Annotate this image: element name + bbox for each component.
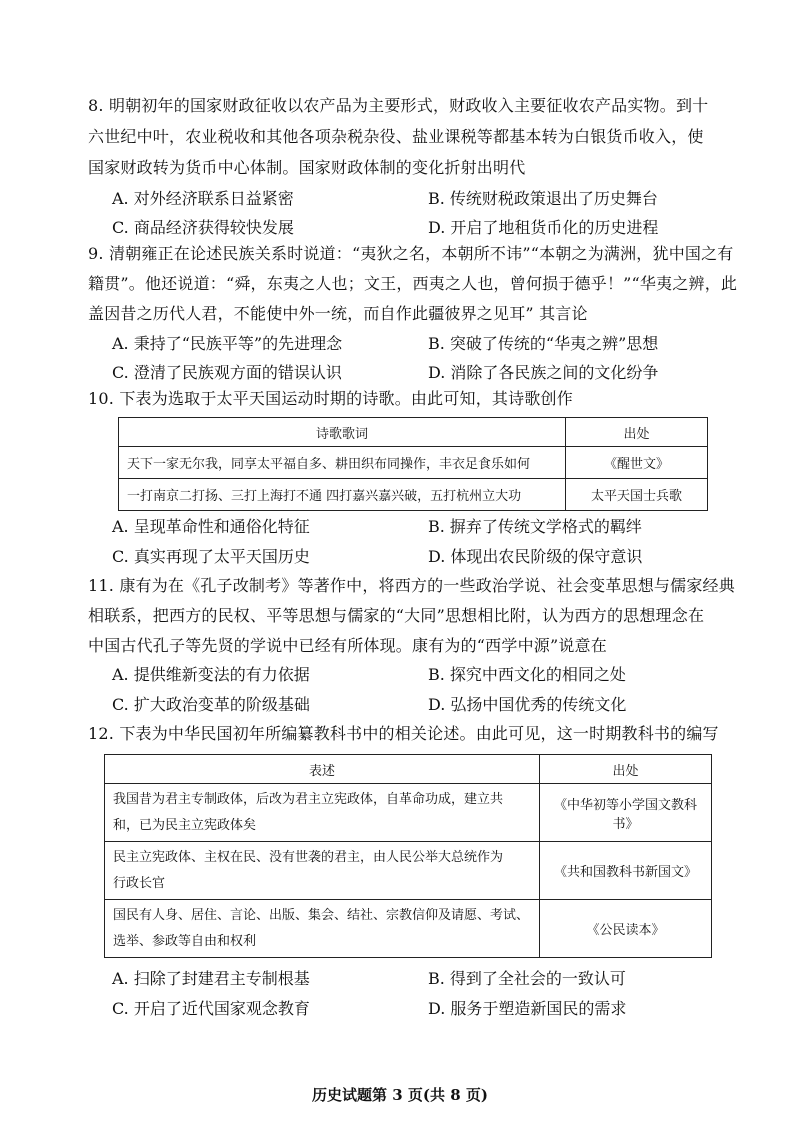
q11-line-2: 相联系，把西方的民权、平等思想与儒家的“大同”思想相比附，认为西方的思想理念在	[88, 606, 705, 625]
q10-row-1-source: 《醒世文》	[566, 447, 708, 479]
q8-line-3: 国家财政转为货币中心体制。国家财政体制的变化折射出明代	[88, 158, 526, 177]
q12-row-1-source: 《中华初等小学国文教科书》	[540, 784, 712, 842]
q10-col-source: 出处	[566, 418, 708, 447]
table-row	[119, 479, 708, 511]
q12-col-source: 出处	[540, 755, 712, 784]
q12-option-d[interactable]: D. 服务于塑造新国民的需求	[428, 999, 627, 1018]
q12-row-2-statement	[105, 842, 540, 900]
q9-option-c[interactable]: C. 澄清了民族观方面的错误认识	[112, 363, 342, 382]
q12-option-a[interactable]: A. 扫除了封建君主专制根基	[112, 969, 310, 988]
q11-option-b[interactable]: B. 探究中西文化的相同之处	[428, 665, 626, 684]
q12-row-2-text-2: 行政长官	[113, 875, 166, 891]
q12-table	[104, 754, 712, 958]
page-footer: 历史试题第 3 页(共 8 页)	[312, 1086, 488, 1104]
q9-line-1: 9. 清朝雍正在论述民族关系时说道：“夷狄之名，本朝所不讳”“本朝之为满洲，犹中国之有	[88, 244, 734, 263]
q12-row-2-source: 《共和国教科书新国文》	[540, 842, 712, 900]
q8-option-c[interactable]: C. 商品经济获得较快发展	[112, 218, 294, 237]
q10-row-2-source: 太平天国士兵歌	[566, 479, 708, 511]
q12-stem: 12. 下表为中华民国初年所编纂教科书中的相关论述。由此可见，这一时期教科书的编写	[88, 724, 719, 743]
q10-option-d[interactable]: D. 体现出农民阶级的保守意识	[428, 547, 643, 566]
q9-option-a[interactable]: A. 秉持了“民族平等”的先进理念	[112, 334, 343, 353]
q10-col-lyrics: 诗歌歌词	[119, 418, 566, 447]
q10-table	[118, 417, 708, 511]
q12-row-3-text-2: 选举、参政等自由和权利	[113, 933, 257, 949]
q11-line-3: 中国古代孔子等先贤的学说中已经有所体现。康有为的“西学中源”说意在	[88, 636, 607, 655]
q11-option-d[interactable]: D. 弘扬中国优秀的传统文化	[428, 695, 627, 714]
q12-row-2-text-1: 民主立宪政体、主权在民、没有世袭的君主，由人民公举大总统作为	[113, 849, 504, 865]
table-row	[119, 447, 708, 479]
q12-option-c[interactable]: C. 开启了近代国家观念教育	[112, 999, 310, 1018]
q12-row-1-statement	[105, 784, 540, 842]
q8-option-b[interactable]: B. 传统财税政策退出了历史舞台	[428, 189, 658, 208]
table-row	[105, 784, 712, 842]
q12-row-3-source: 《公民读本》	[540, 900, 712, 958]
q12-row-1-text-2: 和，已为民主立宪政体矣	[113, 817, 257, 833]
q10-option-b[interactable]: B. 摒弃了传统文学格式的羁绊	[428, 517, 642, 536]
q11-option-a[interactable]: A. 提供维新变法的有力依据	[112, 665, 310, 684]
table-row	[105, 842, 712, 900]
q9-option-b[interactable]: B. 突破了传统的“华夷之辨”思想	[428, 334, 659, 353]
q10-table-header	[119, 418, 708, 447]
q9-line-3: 盖因昔之历代人君，不能使中外一统，而自作此疆彼界之见耳” 其言论	[88, 304, 588, 323]
q8-option-d[interactable]: D. 开启了地租货币化的历史进程	[428, 218, 659, 237]
q10-stem: 10. 下表为选取于太平天国运动时期的诗歌。由此可知，其诗歌创作	[88, 389, 573, 408]
q9-line-2: 籍贯”。他还说道：“舜，东夷之人也；文王，西夷之人也，曾何损于德乎！”“华夷之辨，此	[88, 274, 738, 293]
q12-table-header	[105, 755, 712, 784]
q10-option-c[interactable]: C. 真实再现了太平天国历史	[112, 547, 310, 566]
q12-row-3-statement	[105, 900, 540, 958]
q10-row-1-lyrics: 天下一家无尔我，同享太平福自多、耕田织布同操作，丰衣足食乐如何	[119, 447, 566, 479]
q10-row-2-lyrics: 一打南京二打扬、三打上海打不通 四打嘉兴嘉兴破，五打杭州立大功	[119, 479, 566, 511]
table-row	[105, 900, 712, 958]
q10-option-a[interactable]: A. 呈现革命性和通俗化特征	[112, 517, 310, 536]
q9-option-d[interactable]: D. 消除了各民族之间的文化纷争	[428, 363, 659, 382]
q8-option-a[interactable]: A. 对外经济联系日益紧密	[112, 189, 294, 208]
q11-line-1: 11. 康有为在《孔子改制考》等著作中，将西方的一些政治学说、社会变革思想与儒家经典	[88, 576, 735, 595]
q8-line-2: 六世纪中叶，农业税收和其他各项杂税杂役、盐业课税等都基本转为白银货币收入，使	[88, 127, 704, 146]
q12-row-1-text-1: 我国昔为君主专制政体，后改为君主立宪政体，自革命功成，建立共	[113, 791, 504, 807]
q12-col-statement: 表述	[105, 755, 540, 784]
q11-option-c[interactable]: C. 扩大政治变革的阶级基础	[112, 695, 310, 714]
q8-line-1: 8. 明朝初年的国家财政征收以农产品为主要形式，财政收入主要征收农产品实物。到十	[88, 96, 709, 115]
q12-option-b[interactable]: B. 得到了全社会的一致认可	[428, 969, 626, 988]
q12-row-3-text-1: 国民有人身、居住、言论、出版、集会、结社、宗教信仰及请愿、考试、	[113, 907, 530, 923]
